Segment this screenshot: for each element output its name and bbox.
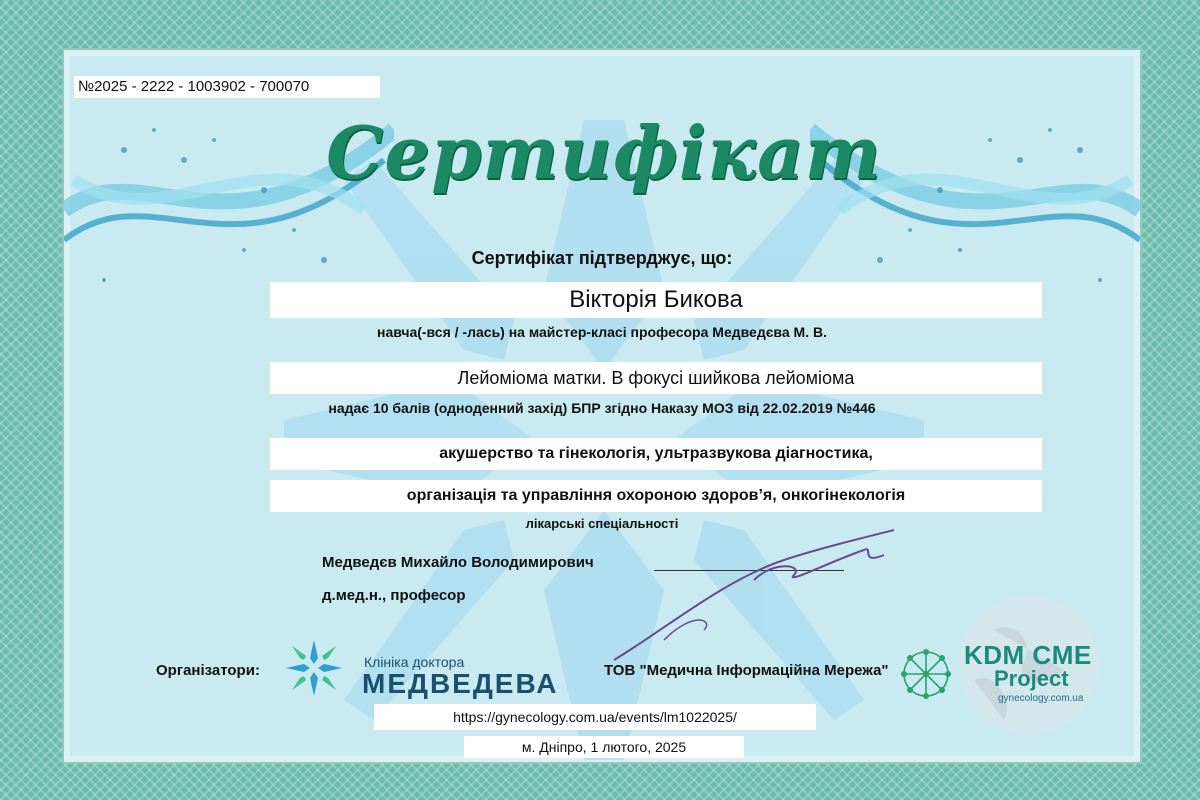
signer-title: д.мед.н., професор	[322, 587, 466, 604]
clinic-big-text: МЕДВЕДЕВА	[362, 668, 559, 699]
confirms-text: Сертифікат підтверджує, що:	[471, 248, 733, 268]
kdm-subtitle: Project	[994, 666, 1069, 691]
signature-icon	[604, 520, 904, 680]
signer-name: Медведєв Михайло Володимирович	[322, 554, 594, 571]
clinic-logo-icon	[284, 638, 344, 698]
place-date: м. Дніпро, 1 лютого, 2025	[464, 736, 744, 758]
kdm-site: gynecology.com.ua	[998, 693, 1084, 704]
serial-number: №2025 - 2222 - 1003902 - 700070	[74, 76, 380, 98]
course-title: Лейоміома матки. В фокусі шийкова лейоміома	[270, 362, 1042, 394]
organizers-label: Організатори:	[156, 662, 260, 679]
company-name: ТОВ "Медична Інформаційна Мережа"	[604, 662, 889, 679]
specialties-line-2: організація та управління охороною здоров’я, онкогінекологія	[270, 480, 1042, 512]
trained-at-text: навча(-вся / -лась) на майстер-класі професора Медведєва М. В.	[377, 324, 827, 340]
points-text: надає 10 балів (одноденний захід) БПР згідно Наказу МОЗ від 22.02.2019 №446	[328, 400, 876, 416]
specialties-line-1: акушерство та гінекологія, ультразвукова діагностика,	[270, 438, 1042, 470]
kdm-title: KDM CME	[964, 640, 1092, 670]
clinic-small-text: Клініка доктора	[364, 654, 465, 670]
kdm-network-logo-icon	[894, 642, 958, 706]
recipient-name: Вікторія Бикова	[270, 282, 1042, 318]
event-url[interactable]: https://gynecology.com.ua/events/lm1022025/	[374, 704, 816, 730]
specialties-caption: лікарські спеціальності	[525, 516, 679, 531]
certificate-inner-panel	[62, 48, 1142, 764]
certificate-title: Сертифікат	[326, 110, 882, 195]
